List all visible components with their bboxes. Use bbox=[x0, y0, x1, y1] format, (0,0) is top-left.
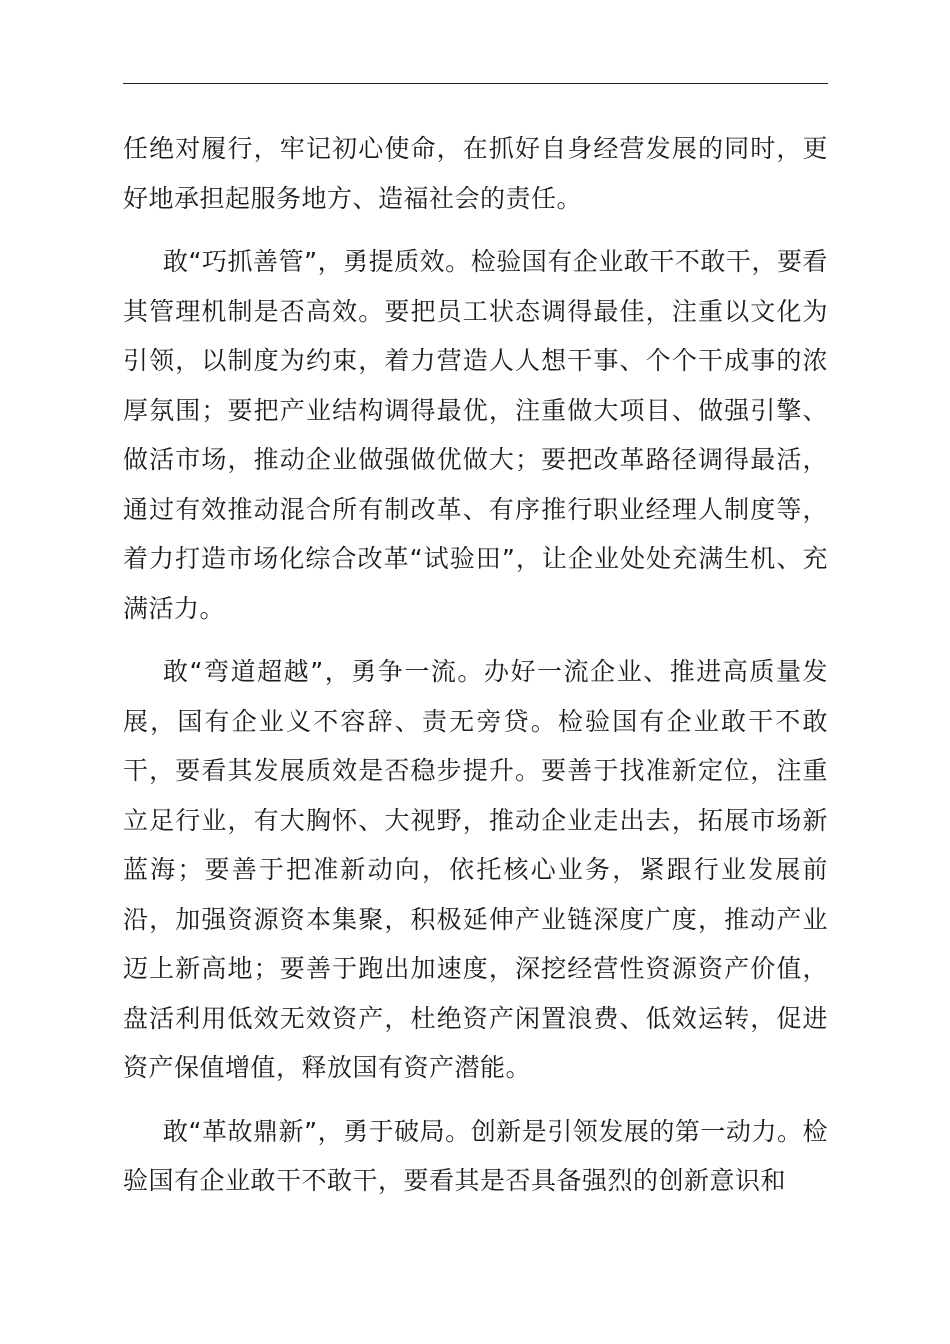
paragraph-manage: 敢“巧抓善管”，勇提质效。检验国有企业敢干不敢干，要看其管理机制是否高效。要把员工状态调得最佳，注重以文化为引领，以制度为约束，着力营造人人想干事、个个干成事的浓厚氛围；要把产业结构调得最优，注重做大项目、做强引擎、做活市场，推动企业做强做优做大；要把改革路径调得最活，通过有效推动混合所有制改革、有序推行职业经理人制度等，着力打造市场化综合改革“试验田”，让企业处处充满生机、充满活力。 bbox=[123, 247, 828, 623]
header-rule bbox=[123, 83, 828, 84]
document-body bbox=[123, 124, 828, 1220]
paragraph-surpass: 敢“弯道超越”，勇争一流。办好一流企业、推进高质量发展，国有企业义不容辞、责无旁贷。检验国有企业敢干不敢干，要看其发展质效是否稳步提升。要善于找准新定位，注重立足行业，有大胸怀、大视野，推动企业走出去，拓展市场新蓝海；要善于把准新动向，依托核心业务，紧跟行业发展前沿，加强资源资本集聚，积极延伸产业链深度广度，推动产业迈上新高地；要善于跑出加速度，深挖经营性资源资产价值，盘活利用低效无效资产，杜绝资产闲置浪费、低效运转，促进资产保值增值，释放国有资产潜能。 bbox=[123, 657, 828, 1082]
paragraph-continuation: 任绝对履行，牢记初心使命，在抓好自身经营发展的同时，更好地承担起服务地方、造福社会的责任。 bbox=[123, 134, 828, 213]
paragraph-innovate: 敢“革故鼎新”，勇于破局。创新是引领发展的第一动力。检验国有企业敢干不敢干，要看其是否具备强烈的创新意识和 bbox=[123, 1116, 828, 1195]
